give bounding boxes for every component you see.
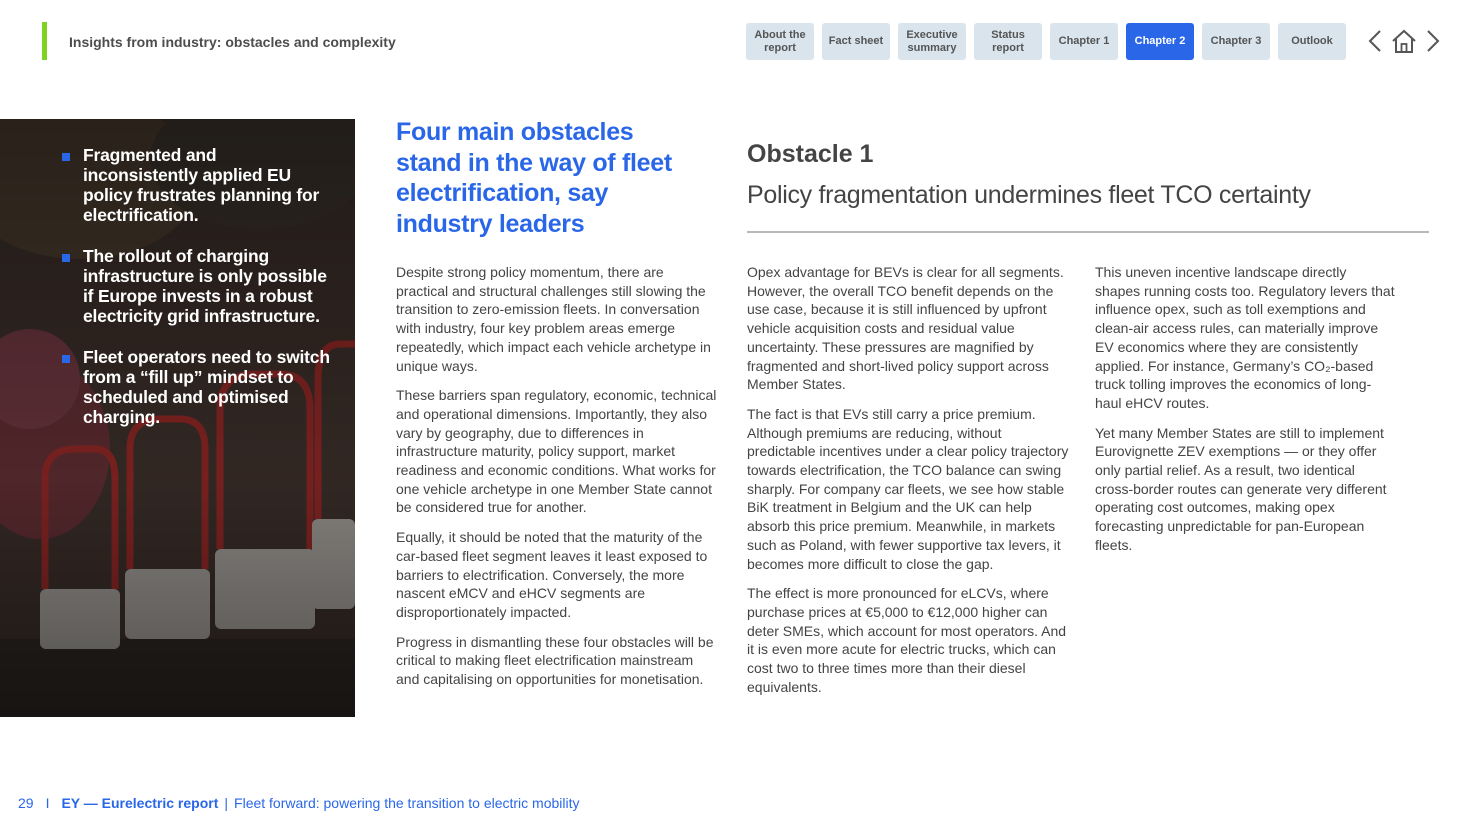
obstacle-number: Obstacle 1: [747, 140, 874, 168]
report-brand: EY — Eurelectric report: [61, 795, 219, 811]
takeaway-text: Fragmented and inconsistently applied EU policy frustrates planning for electrification.: [83, 145, 320, 225]
divider: [747, 231, 1429, 233]
tab-outlook[interactable]: Outlook: [1278, 23, 1346, 60]
paragraph: Progress in dismantling these four obstacles will be critical to making fleet electrification mainstream and capitalising on opportunities for monetisation.: [396, 633, 714, 688]
home-icon[interactable]: [1390, 27, 1418, 60]
bullet-square-icon: [62, 153, 70, 161]
intro-column: [396, 263, 718, 700]
key-takeaways: [62, 145, 332, 448]
footer-separator: I: [45, 795, 50, 811]
paragraph: The fact is that EVs still carry a price premium. Although premiums are reducing, without predictable incentives under a clear policy trajectory towards electrification, the TCO balance can swing sharply. For company car fleets, we see how stable BiK treatment in Belgium and the UK can help absorb this price premium. Meanwhile, in markets such as Poland, with fewer supportive tax levers, it becomes more difficult to close the gap.: [747, 405, 1069, 572]
bullet-square-icon: [62, 254, 70, 262]
paragraph: Yet many Member States are still to implement Eurovignette ZEV exemptions — or they offer only partial relief. As a result, two identical cross-border routes can generate very different operating cost outcomes, making opex forecasting unpredictable for pan-European fleets.: [1095, 424, 1387, 553]
tab-status-report[interactable]: Status report: [974, 23, 1042, 60]
chapter-nav: [746, 23, 1346, 60]
chevron-left-icon[interactable]: [1366, 27, 1386, 60]
obstacle-title: Policy fragmentation undermines fleet TCO certainty: [747, 181, 1311, 209]
page-footer: [18, 795, 580, 811]
page-navigation: [1366, 27, 1442, 60]
paragraph: This uneven incentive landscape directly shapes running costs too. Regulatory levers that influence opex, such as toll exemptions and clean-air access rules, can materially improve EV economics where they are consistently applied. For instance, Germany’s CO₂-based truck tolling improves the economics of long-haul eHCV routes.: [1095, 264, 1395, 411]
section-title: Insights from industry: obstacles and complexity: [69, 34, 396, 50]
paragraph: Equally, it should be noted that the maturity of the car-based fleet segment leaves it least exposed to barriers to electrification. Conversely, the more nascent eMCV and eHCV segments are disproportionately impacted.: [396, 529, 708, 620]
takeaway-text: The rollout of charging infrastructure is only possible if Europe invests in a robust electricity grid infrastructure.: [83, 246, 327, 326]
tab-about-the-report[interactable]: About the report: [746, 23, 814, 60]
chevron-right-icon[interactable]: [1422, 27, 1442, 60]
page-number: 29: [18, 795, 34, 811]
obstacle-column-2: [1095, 263, 1395, 566]
takeaway-text: Fleet operators need to switch from a “fill up” mindset to scheduled and optimised charging.: [83, 347, 330, 427]
paragraph: Despite strong policy momentum, there are practical and structural challenges still slowing the transition to zero-emission fleets. In conversation with industry, four key problem areas emerge repeatedly, which impact each vehicle archetype in unique ways.: [396, 264, 711, 374]
list-item: [62, 246, 332, 326]
paragraph: The effect is more pronounced for eLCVs, where purchase prices at €5,000 to €12,000 higher can deter SMEs, which account for most operators. And it is even more acute for electric trucks, which can cost two to three times more than their diesel equivalents.: [747, 585, 1067, 695]
report-subtitle: Fleet forward: powering the transition to electric mobility: [234, 795, 580, 811]
bullet-square-icon: [62, 355, 70, 363]
list-item: [62, 145, 332, 225]
charging-station-photo: [0, 119, 355, 717]
tab-chapter-1[interactable]: Chapter 1: [1050, 23, 1118, 60]
tab-chapter-2[interactable]: Chapter 2: [1126, 23, 1194, 60]
footer-divider: |: [224, 795, 229, 811]
tab-chapter-3[interactable]: Chapter 3: [1202, 23, 1270, 60]
page-headline: Four main obstacles stand in the way of fleet electrification, say industry leaders: [396, 118, 672, 238]
paragraph: Opex advantage for BEVs is clear for all segments. However, the overall TCO benefit depends on the use case, because it is still influenced by upfront vehicle acquisition costs and residual value uncertainty. These pressures are magnified by fragmented and short-lived policy support across Member States.: [747, 264, 1064, 393]
list-item: [62, 347, 332, 427]
section-accent-bar: [42, 22, 47, 60]
tab-fact-sheet[interactable]: Fact sheet: [822, 23, 890, 60]
obstacle-column-1: [747, 263, 1069, 707]
tab-executive-summary[interactable]: Executive summary: [898, 23, 966, 60]
paragraph: These barriers span regulatory, economic, technical and operational dimensions. Importantly, they also vary by geography, due to differences in infrastructure maturity, policy support, market readiness and economic conditions. What works for one vehicle archetype in one Member State cannot be considered true for another.: [396, 387, 717, 516]
